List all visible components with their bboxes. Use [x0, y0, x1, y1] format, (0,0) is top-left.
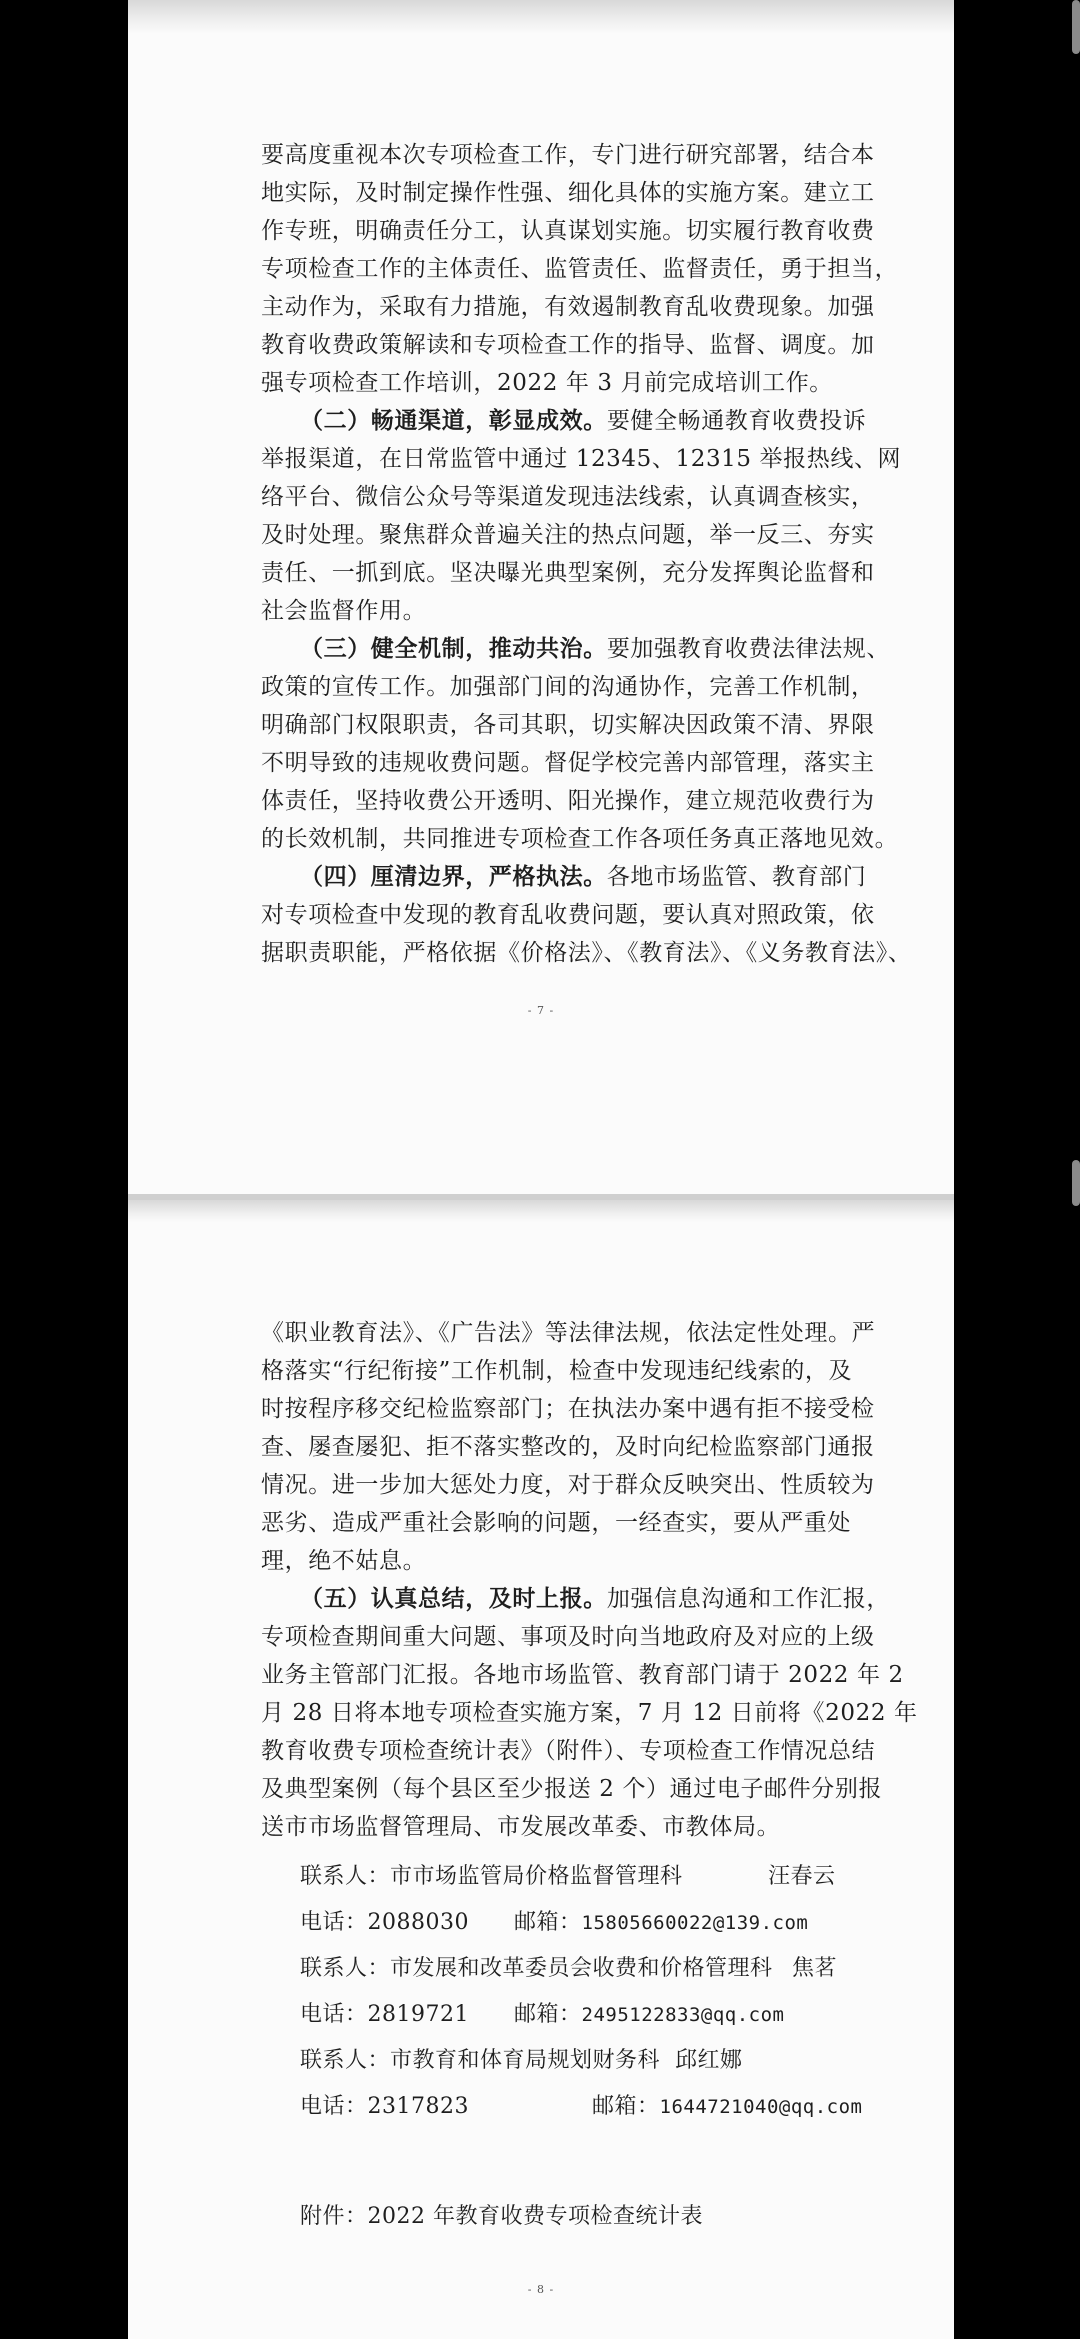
email-label: 邮箱： — [592, 2094, 660, 2119]
paragraph-line: 社会监督作用。 — [261, 598, 427, 624]
section-3-heading: （三）健全机制，推动共治。 — [300, 635, 607, 662]
section-5-heading: （五）认真总结，及时上报。 — [300, 1585, 607, 1612]
contact-1-email-row — [514, 1908, 808, 1938]
section-5-intro: 加强信息沟通和工作汇报， — [606, 1586, 891, 1612]
paragraph-line: 举报渠道，在日常监管中通过 12345、12315 举报热线、网 — [261, 446, 902, 472]
contact-3-phone: 电话：2317823 — [300, 2094, 469, 2119]
paragraph-line: 的长效机制，共同推进专项检查工作各项任务真正落地见效。 — [261, 826, 899, 852]
paragraph-line: 作专班，明确责任分工，认真谋划实施。切实履行教育收费 — [261, 218, 875, 244]
paragraph-line: 明确部门权限职责，各司其职，切实解决因政策不清、界限 — [261, 712, 875, 738]
paragraph-line: 恶劣、造成严重社会影响的问题，一经查实，要从严重处 — [261, 1510, 851, 1536]
section-3-first-line — [300, 634, 954, 664]
contact-1-email: 15805660022@139.com — [581, 1912, 809, 1934]
paragraph-line: 主动作为，采取有力措施，有效遏制教育乱收费现象。加强 — [261, 294, 875, 320]
page-number: - 8 - — [527, 2283, 555, 2296]
paragraph-line: 政策的宣传工作。加强部门间的沟通协作，完善工作机制， — [261, 674, 875, 700]
paragraph-line: 不明导致的违规收费问题。督促学校完善内部管理，落实主 — [261, 750, 875, 776]
contact-3-dept: 联系人：市教育和体育局规划财务科 — [300, 2048, 661, 2073]
paragraph-line: 及时处理。聚焦群众普遍关注的热点问题，举一反三、夯实 — [261, 522, 875, 548]
contact-3-email: 1644721040@qq.com — [659, 2096, 863, 2118]
contact-3-person: 邱红娜 — [675, 2048, 743, 2073]
paragraph-line: 体责任，坚持收费公开透明、阳光操作，建立规范收费行为 — [261, 788, 875, 814]
section-2-intro: 要健全畅通教育收费投诉 — [606, 408, 867, 434]
paragraph-line: 查、屡查屡犯、拒不落实整改的，及时向纪检监察部门通报 — [261, 1434, 875, 1460]
paragraph-line: 责任、一抓到底。坚决曝光典型案例，充分发挥舆论监督和 — [261, 560, 875, 586]
paragraph-line: 专项检查期间重大问题、事项及时向当地政府及对应的上级 — [261, 1624, 875, 1650]
paragraph-line: 《职业教育法》、《广告法》等法律法规，依法定性处理。严 — [261, 1320, 876, 1346]
section-4-first-line — [300, 862, 954, 892]
paragraph-line: 教育收费政策解读和专项检查工作的指导、监督、调度。加 — [261, 332, 875, 358]
section-2-first-line — [300, 406, 954, 436]
contact-3-email-row — [592, 2092, 862, 2122]
paragraph-line: 业务主管部门汇报。各地市场监管、教育部门请于 2022 年 2 — [261, 1662, 904, 1688]
contact-3-label — [300, 2046, 743, 2076]
paragraph-line: 格落实“行纪衔接”工作机制，检查中发现违纪线索的，及 — [261, 1358, 853, 1384]
page-top-shadow — [128, 1200, 954, 1222]
paragraph-line: 及典型案例（每个县区至少报送 2 个）通过电子邮件分别报 — [261, 1776, 883, 1802]
section-4-intro: 各地市场监管、教育部门 — [606, 864, 867, 890]
section-3-intro: 要加强教育收费法律法规、 — [606, 636, 891, 662]
contact-2-email-row — [514, 2000, 784, 2030]
document-page-7 — [128, 0, 954, 1200]
page-number: - 7 - — [527, 1004, 555, 1017]
section-5-first-line — [300, 1584, 954, 1614]
paragraph-line: 专项检查工作的主体责任、监管责任、监督责任，勇于担当， — [261, 256, 899, 282]
paragraph-line: 月 28 日将本地专项检查实施方案，7 月 12 日前将《2022 年 — [261, 1700, 918, 1726]
attachment-note: 附件：2022 年教育收费专项检查统计表 — [300, 2204, 703, 2229]
paragraph-line: 强专项检查工作培训，2022 年 3 月前完成培训工作。 — [261, 370, 833, 396]
email-label: 邮箱： — [514, 1910, 582, 1935]
scrollbar-thumb[interactable] — [1072, 0, 1080, 54]
paragraph-line: 要高度重视本次专项检查工作，专门进行研究部署，结合本 — [261, 142, 875, 168]
contact-1-phone: 电话：2088030 — [300, 1910, 469, 1935]
paragraph-line: 理，绝不姑息。 — [261, 1548, 427, 1574]
section-2-heading: （二）畅通渠道，彰显成效。 — [300, 407, 607, 434]
paragraph-line: 地实际，及时制定操作性强、细化具体的实施方案。建立工 — [261, 180, 875, 206]
paragraph-line: 络平台、微信公众号等渠道发现违法线索，认真调查核实， — [261, 484, 875, 510]
document-page-8 — [128, 1200, 954, 2339]
contact-2-person: 焦茗 — [792, 1956, 838, 1981]
paragraph-line: 教育收费专项检查统计表》（附件）、专项检查工作情况总结 — [261, 1738, 876, 1764]
page-top-shadow — [128, 0, 954, 34]
contact-1-label: 联系人：市市场监管局价格监督管理科 — [300, 1864, 683, 1889]
contact-2-label: 联系人：市发展和改革委员会收费和价格管理科 — [300, 1956, 773, 1981]
contact-2-phone: 电话：2819721 — [300, 2002, 469, 2027]
email-label: 邮箱： — [514, 2002, 582, 2027]
section-4-heading: （四）厘清边界，严格执法。 — [300, 863, 607, 890]
paragraph-line: 送市市场监督管理局、市发展改革委、市教体局。 — [261, 1814, 781, 1840]
paragraph-line: 对专项检查中发现的教育乱收费问题，要认真对照政策，依 — [261, 902, 875, 928]
paragraph-line: 情况。进一步加大惩处力度，对于群众反映突出、性质较为 — [261, 1472, 875, 1498]
paragraph-line: 时按程序移交纪检监察部门；在执法办案中遇有拒不接受检 — [261, 1396, 875, 1422]
paragraph-line: 据职责职能，严格依据《价格法》、《教育法》、《义务教育法》、 — [261, 940, 912, 966]
contact-1-person: 汪春云 — [768, 1864, 836, 1889]
contact-2-email: 2495122833@qq.com — [581, 2004, 785, 2026]
scrollbar-thumb-lower[interactable] — [1072, 1160, 1080, 1206]
